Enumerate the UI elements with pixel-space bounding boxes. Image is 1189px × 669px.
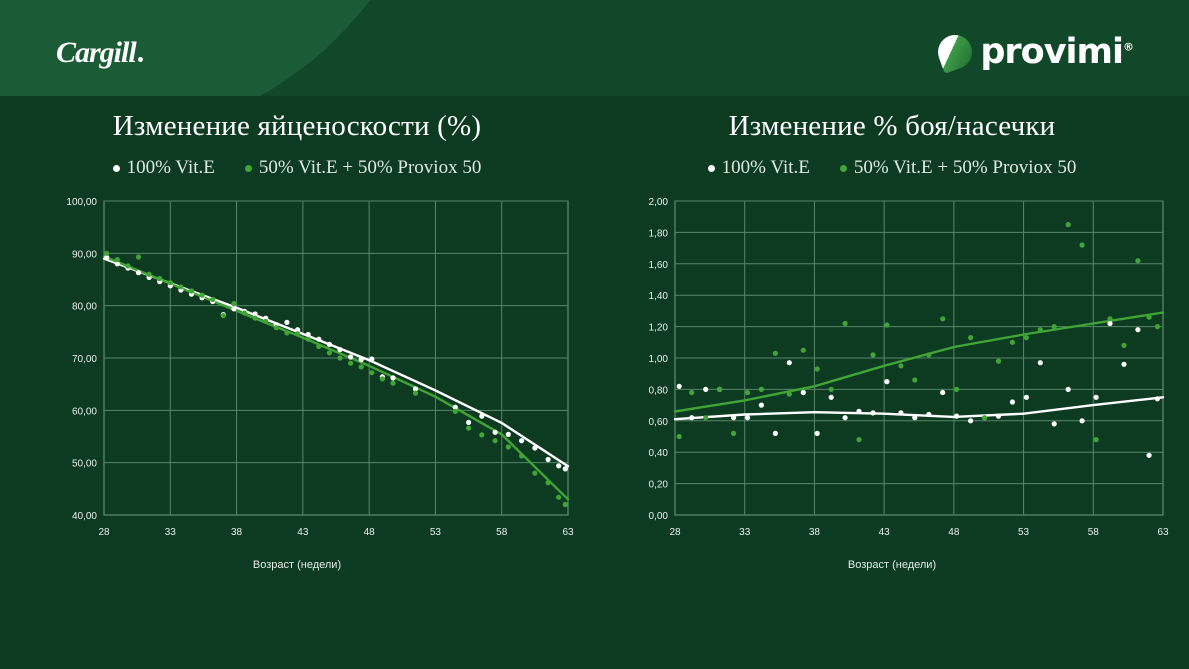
data-point (337, 347, 342, 352)
y-tick-label: 0,00 (648, 511, 668, 522)
data-point (1080, 418, 1085, 423)
data-point (200, 293, 205, 298)
data-point (843, 321, 848, 326)
data-point (210, 297, 215, 302)
data-point (157, 276, 162, 281)
data-point (519, 453, 524, 458)
data-point (532, 445, 537, 450)
data-point (231, 306, 236, 311)
data-point (136, 254, 141, 259)
data-point (359, 364, 364, 369)
data-point (466, 426, 471, 431)
data-point (506, 432, 511, 437)
data-point (380, 376, 385, 381)
data-point (189, 288, 194, 293)
y-tick-label: 2,00 (648, 197, 668, 208)
header-band (0, 0, 1189, 96)
data-point (940, 390, 945, 395)
data-point (843, 415, 848, 420)
data-point (912, 415, 917, 420)
y-tick-label: 80,00 (71, 301, 97, 313)
data-point (856, 437, 861, 442)
data-point (1038, 360, 1043, 365)
data-point (996, 414, 1001, 419)
data-point (1121, 362, 1126, 367)
legend-item-treatment-left (245, 157, 481, 179)
data-point (856, 409, 861, 414)
data-point (996, 359, 1001, 364)
data-point (787, 360, 792, 365)
data-point (327, 350, 332, 355)
y-tick-label: 1,60 (648, 259, 668, 271)
data-point (556, 463, 561, 468)
data-point (479, 432, 484, 437)
data-point (506, 444, 511, 449)
data-point (316, 337, 321, 342)
data-point (1066, 387, 1071, 392)
data-point (168, 280, 173, 285)
x-tick-label: 48 (948, 527, 960, 538)
data-point (884, 322, 889, 327)
data-point (1052, 421, 1057, 426)
data-point (1010, 340, 1015, 345)
data-point (1107, 316, 1112, 321)
data-point (546, 457, 551, 462)
data-point (1038, 327, 1043, 332)
data-point (787, 392, 792, 397)
data-point (1024, 395, 1029, 400)
x-tick-label: 43 (878, 527, 890, 538)
data-point (829, 387, 834, 392)
data-point (147, 272, 152, 277)
cargill-logo (56, 36, 143, 70)
data-point (390, 381, 395, 386)
legend-item-control-left (113, 157, 215, 179)
data-point (926, 412, 931, 417)
provimi-logo-wordmark (980, 32, 1133, 72)
chart-legend-right (603, 157, 1181, 179)
legend-label-control-right: 100% Vit.E (721, 157, 810, 178)
data-point (703, 387, 708, 392)
data-point (295, 331, 300, 336)
y-tick-label: 0,20 (648, 479, 668, 491)
data-point (773, 351, 778, 356)
x-axis-label-left: Возраст (недели) (252, 559, 342, 571)
data-point (731, 415, 736, 420)
data-point (546, 480, 551, 485)
legend-item-treatment-right (840, 157, 1076, 179)
plot-area-right (603, 195, 1181, 555)
legend-label-treatment-right: 50% Vit.E + 50% Proviox 50 (853, 157, 1077, 178)
provimi-logo-text: provimi (980, 32, 1123, 72)
data-point (493, 438, 498, 443)
data-point (898, 410, 903, 415)
x-tick-label: 28 (98, 527, 110, 538)
trendline (104, 259, 568, 467)
data-point (1066, 222, 1071, 227)
data-point (556, 495, 561, 500)
legend-dot-green-icon (840, 165, 847, 172)
x-tick-label: 38 (808, 527, 820, 538)
data-point (968, 418, 973, 423)
x-tick-label: 43 (297, 527, 309, 538)
y-tick-label: 60,00 (71, 406, 97, 418)
data-point (1147, 453, 1152, 458)
chart-panel-cracked-eggs (603, 104, 1181, 624)
data-point (532, 471, 537, 476)
data-point (479, 414, 484, 419)
data-point (359, 357, 364, 362)
data-point (1010, 399, 1015, 404)
data-point (745, 390, 750, 395)
data-point (954, 414, 959, 419)
y-tick-label: 1,40 (648, 291, 668, 303)
chart-svg-left (8, 195, 586, 555)
data-point (327, 342, 332, 347)
chart-legend-left (8, 157, 586, 179)
y-tick-label: 90,00 (71, 249, 97, 261)
data-point (717, 387, 722, 392)
data-point (284, 330, 289, 335)
data-point (1155, 396, 1160, 401)
data-point (337, 355, 342, 360)
data-point (968, 335, 973, 340)
x-tick-label: 63 (1157, 527, 1169, 538)
data-point (178, 284, 183, 289)
data-point (898, 363, 903, 368)
data-point (253, 316, 258, 321)
data-point (815, 366, 820, 371)
y-tick-label: 50,00 (71, 458, 97, 470)
trendline (675, 313, 1163, 412)
x-tick-label: 28 (669, 527, 681, 538)
data-point (369, 356, 374, 361)
data-point (316, 344, 321, 349)
data-point (759, 403, 764, 408)
data-point (870, 410, 875, 415)
data-point (829, 395, 834, 400)
data-point (221, 313, 226, 318)
y-tick-label: 40,00 (71, 511, 97, 522)
data-point (1135, 327, 1140, 332)
data-point (773, 431, 778, 436)
data-point (519, 438, 524, 443)
chart-svg-right (603, 195, 1181, 555)
data-point (926, 352, 931, 357)
y-tick-label: 0,60 (648, 416, 668, 428)
provimi-leaf-icon (934, 30, 978, 74)
data-point (563, 466, 568, 471)
data-point (263, 319, 268, 324)
y-tick-label: 1,00 (648, 354, 668, 365)
x-tick-label: 38 (231, 527, 243, 538)
data-point (493, 430, 498, 435)
data-point (940, 316, 945, 321)
legend-item-control-right (708, 157, 810, 179)
data-point (125, 263, 130, 268)
legend-dot-white-icon (708, 165, 715, 172)
y-tick-label: 1,20 (648, 322, 668, 334)
data-point (104, 251, 109, 256)
data-point (369, 370, 374, 375)
data-point (453, 409, 458, 414)
data-point (689, 390, 694, 395)
data-point (703, 415, 708, 420)
data-point (466, 420, 471, 425)
data-point (745, 415, 750, 420)
data-point (982, 415, 987, 420)
x-tick-label: 33 (739, 527, 751, 538)
cargill-logo-dot (138, 57, 143, 62)
legend-dot-white-icon (113, 165, 120, 172)
x-tick-label: 53 (429, 527, 441, 538)
y-tick-label: 100,00 (66, 197, 97, 208)
y-tick-label: 0,40 (648, 448, 668, 460)
data-point (677, 434, 682, 439)
legend-dot-green-icon (245, 165, 252, 172)
data-point (815, 431, 820, 436)
chart-title-left: Изменение яйценоскости (%) (112, 110, 482, 142)
data-point (348, 354, 353, 359)
data-point (1094, 395, 1099, 400)
x-axis-label-right: Возраст (недели) (847, 559, 937, 571)
data-point (136, 270, 141, 275)
data-point (390, 375, 395, 380)
data-point (242, 310, 247, 315)
data-point (801, 390, 806, 395)
data-point (1147, 315, 1152, 320)
data-point (563, 502, 568, 507)
data-point (1155, 324, 1160, 329)
data-point (689, 415, 694, 420)
data-point (115, 257, 120, 262)
provimi-registered-icon: ® (1123, 40, 1133, 54)
data-point (954, 387, 959, 392)
x-tick-label: 58 (1087, 527, 1099, 538)
legend-label-control-left: 100% Vit.E (126, 157, 215, 178)
x-tick-label: 53 (1018, 527, 1030, 538)
data-point (1094, 437, 1099, 442)
y-tick-label: 1,80 (648, 228, 668, 240)
data-point (231, 301, 236, 306)
data-point (759, 387, 764, 392)
data-point (306, 332, 311, 337)
legend-label-treatment-left: 50% Vit.E + 50% Proviox 50 (258, 157, 482, 178)
data-point (1135, 258, 1140, 263)
data-point (1080, 242, 1085, 247)
data-point (274, 325, 279, 330)
plot-area-left (8, 195, 586, 555)
data-point (801, 348, 806, 353)
data-point (1121, 343, 1126, 348)
data-point (1052, 324, 1057, 329)
data-point (1107, 321, 1112, 326)
x-tick-label: 48 (363, 527, 375, 538)
data-point (306, 337, 311, 342)
data-point (348, 361, 353, 366)
data-point (884, 379, 889, 384)
y-tick-label: 70,00 (71, 354, 97, 365)
chart-title-right: Изменение % боя/насечки (728, 110, 1056, 142)
x-tick-label: 63 (562, 527, 574, 538)
data-point (1024, 335, 1029, 340)
x-tick-label: 33 (164, 527, 176, 538)
chart-panel-egg-production (8, 104, 586, 624)
data-point (413, 391, 418, 396)
data-point (731, 431, 736, 436)
y-tick-label: 0,80 (648, 385, 668, 397)
cargill-logo-text: Cargill (56, 36, 136, 69)
data-point (912, 377, 917, 382)
x-tick-label: 58 (496, 527, 508, 538)
data-point (677, 384, 682, 389)
data-point (870, 352, 875, 357)
data-point (284, 320, 289, 325)
provimi-logo (938, 32, 1133, 72)
